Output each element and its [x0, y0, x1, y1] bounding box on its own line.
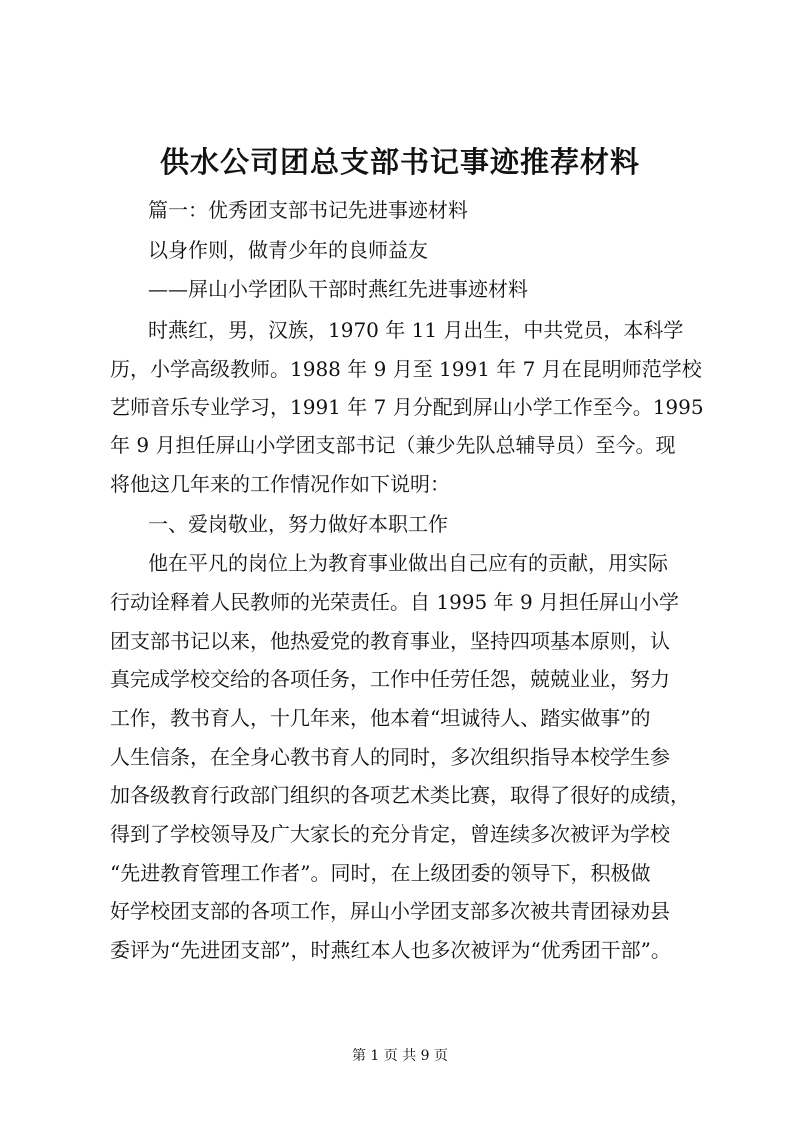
body-text-line: 将他这几年来的工作情况作如下说明：: [110, 472, 450, 496]
body-text-line: 人生信条，在全身心教书育人的同时，多次组织指导本校学生参: [110, 745, 670, 769]
body-text-line: 历，小学高级教师。1988 年 9 月至 1991 年 7 月在昆明师范学校: [110, 357, 702, 381]
body-text-line: 工作，教书育人，十几年来，他本着“坦诚待人、踏实做事”的: [110, 706, 651, 730]
body-text-line: 好学校团支部的各项工作，屏山小学团支部多次被共青团禄劝县: [110, 899, 670, 923]
section-heading: 一、爱岗敬业，努力做好本职工作: [148, 512, 448, 536]
body-text-line: “先进教育管理工作者”。同时，在上级团委的领导下，积极做: [110, 861, 651, 885]
body-text-line: 行动诠释着人民教师的光荣责任。自 1995 年 9 月担任屏山小学: [110, 590, 680, 614]
body-text-line: 加各级教育行政部门组织的各项艺术类比赛，取得了很好的成绩，: [110, 783, 690, 807]
body-text-line: 团支部书记以来，他热爱党的教育事业，坚持四项基本原则，认: [110, 629, 670, 653]
body-text-line: 委评为“先进团支部”，时燕红本人也多次被评为“优秀团干部”。: [110, 938, 671, 962]
body-text-line: 他在平凡的岗位上为教育事业做出自己应有的贡献，用实际: [148, 551, 668, 575]
body-text-line: 得到了学校领导及广大家长的充分肯定，曾连续多次被评为学校: [110, 822, 670, 846]
document-title: 供水公司团总支部书记事迹推荐材料: [159, 145, 640, 179]
page-number: 第 1 页 共 9 页: [351, 1048, 449, 1064]
body-text-line: 时燕红，男，汉族，1970 年 11 月出生，中共党员，本科学: [148, 318, 684, 342]
body-text-line: 真完成学校交给的各项任务，工作中任劳任怨，兢兢业业，努力: [110, 667, 670, 691]
body-text-line: 年 9 月担任屏山小学团支部书记（兼少先队总辅导员）至今。现: [110, 433, 676, 457]
subtitle-line: ——屏山小学团队干部时燕红先进事迹材料: [148, 277, 528, 301]
body-text-line: 艺师音乐专业学习，1991 年 7 月分配到屏山小学工作至今。1995: [110, 395, 704, 419]
section-heading: 篇一：优秀团支部书记先进事迹材料: [148, 198, 468, 222]
subtitle-line: 以身作则，做青少年的良师益友: [148, 238, 428, 262]
